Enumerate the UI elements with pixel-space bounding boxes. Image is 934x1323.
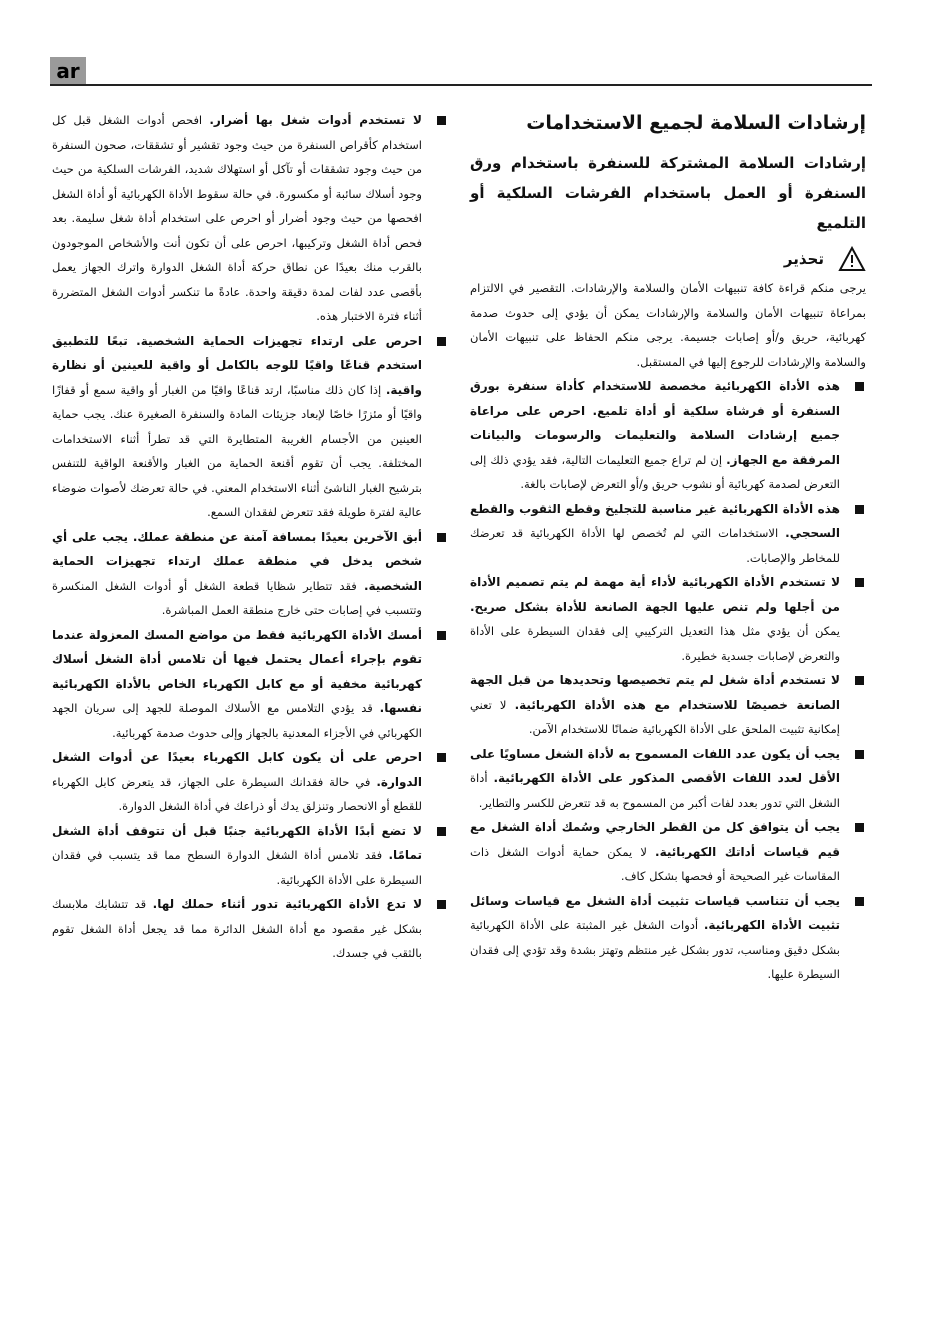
- square-bullet-icon: [437, 631, 446, 640]
- list-item: [470, 497, 866, 571]
- item-body-text: لا يمكن حماية أدوات الشغل ذات المقاسات غير الصحيحة أو فحصها بشكل كاف.: [470, 844, 840, 883]
- square-bullet-icon: [855, 897, 864, 906]
- list-item: [52, 819, 448, 893]
- item-bold-text: لا تدع الأداة الكهربائية تدور أثناء حملك لها.: [152, 897, 423, 911]
- item-body-text: إذا كان ذلك مناسبًا، ارتد قناعًا واقيًا من الغبار أو واقية سمع أو قفازًا واقيًا أو مئزرًا خاصًا لإبعاد جزيئات المادة والسنفرة الصغيرة عنك. يجب حماية العينين من الأجسام الغريبة المتطايرة التي قد تطرأ أثناء الاستخدامات المختلفة. يجب أن تقوم أقنعة الحماية من الغبار والأقنعة الواقية للتنفس بترشيح الغبار الناشئ أثناء الاستخدام المعني. في حالة تعرضك لأصوات ضوضاء عالية لفترة طويلة فقد تتعرض لفقدان السمع.: [52, 382, 422, 519]
- square-bullet-icon: [855, 382, 864, 391]
- item-body-text: يمكن أن يؤدي مثل هذا التعديل التركيبي إلى فقدان السيطرة على الأداة والتعرض لإصابات جسدية خطيرة.: [470, 624, 840, 663]
- left-items-list: [52, 108, 448, 966]
- square-bullet-icon: [855, 505, 864, 514]
- item-bold-text: أمسك الأداة الكهربائية فقط من مواضع المسك المعزولة عندما تقوم بإجراء أعمال يحتمل فيها أن تلامس أداة الشغل أسلاك كهربائية مخفية أو مع كابل الكهرباء الخاص بالأداة الكهربائية نفسها.: [52, 627, 422, 715]
- right-column: [470, 108, 866, 987]
- square-bullet-icon: [437, 827, 446, 836]
- right-items-list: [470, 374, 866, 987]
- item-body-text: أدوات الشغل غير المثبتة على الأداة الكهربائية بشكل دقيق ومناسب، تدور بشكل غير منتظم وتهتز بشدة وقد تؤدي إلى فقدان السيطرة عليها.: [470, 918, 840, 981]
- square-bullet-icon: [855, 676, 864, 685]
- square-bullet-icon: [437, 116, 446, 125]
- square-bullet-icon: [855, 823, 864, 832]
- warning-triangle-icon: [838, 246, 866, 272]
- item-bold-text: أبق الآخرين بعيدًا بمسافة آمنة عن منطقة عملك. يجب على أي شخص يدخل في منطقة عملك ارتداء تجهيزات الحماية الشخصية.: [52, 529, 422, 593]
- page-title: إرشادات السلامة لجميع الاستخدامات: [526, 112, 866, 134]
- intro-paragraph: يرجى منكم قراءة كافة تنبيهات الأمان والسلامة والإرشادات. التقصير في الالتزام بمراعاة تنبيهات الأمان والسلامة والإرشادات يمكن أن يؤدي إلى حدوث صدمة كهربائية، حريق و/أو إصابات جسيمة. يرجى منكم الحفاظ على تنبيهات الأمان والسلامة والإرشادات للرجوع إليها في المستقبل.: [470, 281, 866, 369]
- list-item: [52, 525, 448, 623]
- item-body-text: فقد تلامس أداة الشغل الدوارة السطح مما قد يتسبب في فقدان السيطرة على الأداة الكهربائية.: [52, 848, 422, 887]
- list-item: [470, 668, 866, 742]
- item-body-text: فقد تتطاير شظايا قطعة الشغل أو أدوات الشغل المنكسرة وتتسبب في إصابات حتى خارج منطقة العمل المباشرة.: [52, 578, 422, 617]
- language-badge: ar: [50, 57, 86, 84]
- item-body-text: الاستخدامات التي لم تُخصص لها الأداة الكهربائية قد تعرضك للمخاطر والإصابات.: [470, 526, 840, 565]
- header-rule: [50, 84, 872, 86]
- item-bold-text: هذه الأداة الكهربائية غير مناسبة للتجليخ وقطع الثقوب والقطع السحجي.: [470, 501, 840, 540]
- square-bullet-icon: [437, 753, 446, 762]
- list-item: [52, 329, 448, 525]
- list-item: [470, 570, 866, 668]
- square-bullet-icon: [437, 900, 446, 909]
- list-item: [52, 623, 448, 746]
- warning-label: تحذير: [783, 250, 824, 268]
- warning-header: [470, 244, 866, 274]
- list-item: [52, 745, 448, 819]
- item-bold-text: هذه الأداة الكهربائية مخصصة للاستخدام كأداة سنفرة بورق السنفرة أو فرشاة سلكية أو أداة تلميع. احرص على مراعاة جميع إرشادات السلامة والتعليمات والرسومات والبيانات المرفقة مع الجهاز.: [470, 379, 840, 467]
- list-item: [470, 889, 866, 987]
- list-item: [52, 108, 448, 329]
- left-column: [52, 108, 448, 966]
- item-body-text: قد تتشابك ملابسك بشكل غير مقصود مع أداة الشغل الدائرة مما قد يجعل أداة الشغل تقوم بالثقب في جسدك.: [52, 897, 422, 960]
- item-body-text: في حالة فقدانك السيطرة على الجهاز، قد يتعرض كابل الكهرباء للقطع أو الانحصار وتنزلق يدك أو ذراعك في أداة الشغل الدوارة.: [52, 774, 422, 813]
- square-bullet-icon: [855, 578, 864, 587]
- item-body-text: افحص أدوات الشغل قبل كل استخدام كأقراص السنفرة من حيث وجود تقشير أو تشققات، صحون السنفرة من حيث وجود تشققات أو تآكل أو استهلاك شديد، الفرشات السلكية من حيث وجود أسلاك سائبة أو مكسورة. في حالة سقوط الأداة الكهربائية أو أداة الشغل افحصها من حيث وجود أضرار أو احرص على استخدام أداة شغل سليمة. بعد فحص أداة الشغل وتركيبها، احرص على أن تكون أنت والأشخاص الموجودون بالقرب منك بعيدًا عن نطاق حركة أداة الشغل الدوارة واترك الجهاز يعمل بأقصى عدد لفات لمدة دقيقة واحدة. عادةً ما تنكسر أدوات الشغل المتضررة أثناء فترة الاختبار هذه.: [52, 113, 422, 323]
- item-bold-text: يجب أن تتناسب قياسات تثبيت أداة الشغل مع قياسات وسائل تثبيت الأداة الكهربائية.: [470, 893, 840, 932]
- item-bold-text: احرص على أن يكون كابل الكهرباء بعيدًا عن أدوات الشغل الدوارة.: [52, 750, 422, 789]
- list-item: [470, 742, 866, 816]
- item-bold-text: لا تستخدم الأداة الكهربائية لأداء أية مهمة لم يتم تصميم الأداة من أجلها ولم تنص عليها الجهة الصانعة للأداة بشكل صريح.: [470, 575, 840, 614]
- item-bold-text: لا تستخدم أداة شغل لم يتم تخصيصها وتحديدها من قبل الجهة الصانعة خصيصًا للاستخدام مع هذه الأداة الكهربائية.: [470, 673, 840, 712]
- square-bullet-icon: [855, 750, 864, 759]
- section-subtitle: إرشادات السلامة المشتركة للسنفرة باستخدام ورق السنفرة أو العمل باستخدام الفرشات السلكية أو التلميع: [470, 154, 866, 232]
- item-bold-text: يجب أن يتوافق كل من القطر الخارجي وسُمك أداة الشغل مع قيم قياسات أداتك الكهربائية.: [470, 820, 840, 859]
- square-bullet-icon: [437, 337, 446, 346]
- item-body-text: لا تعني إمكانية تثبيت الملحق على الأداة الكهربائية ضمانًا للاستخدام الآمن.: [470, 697, 840, 736]
- item-body-text: أداة الشغل التي تدور بعدد لفات أكبر من المسموح به قد تتعرض للكسر والتطاير.: [470, 771, 840, 810]
- item-body-text: إن لم تراع جميع التعليمات التالية، فقد يؤدي ذلك إلى التعرض لصدمة كهربائية أو نشوب حريق و/أو التعرض لإصابات بالغة.: [470, 452, 840, 491]
- item-bold-text: لا تضع أبدًا الأداة الكهربائية جنبًا قبل أن تتوقف أداة الشغل تمامًا.: [52, 823, 422, 862]
- item-bold-text: لا تستخدم أدوات شغل بها أضرار.: [209, 113, 422, 127]
- item-body-text: قد يؤدي التلامس مع الأسلاك الموصلة للجهد إلى سريان الجهد الكهربائي في الأجزاء المعدنية بالجهاز وإلى حدوث صدمة كهربائية.: [52, 701, 422, 740]
- list-item: [470, 815, 866, 889]
- item-bold-text: احرص على ارتداء تجهيزات الحماية الشخصية. تبعًا للتطبيق استخدم قناعًا واقيًا للوجه بالكامل أو واقية للعينين أو نظارة واقية.: [52, 333, 422, 397]
- item-bold-text: يجب أن يكون عدد اللفات المسموح به لأداة الشغل مساويًا على الأقل لعدد اللفات الأقصى المذكور على الأداة الكهربائية.: [470, 746, 841, 785]
- list-item: [470, 374, 866, 497]
- square-bullet-icon: [437, 533, 446, 542]
- list-item: [52, 892, 448, 966]
